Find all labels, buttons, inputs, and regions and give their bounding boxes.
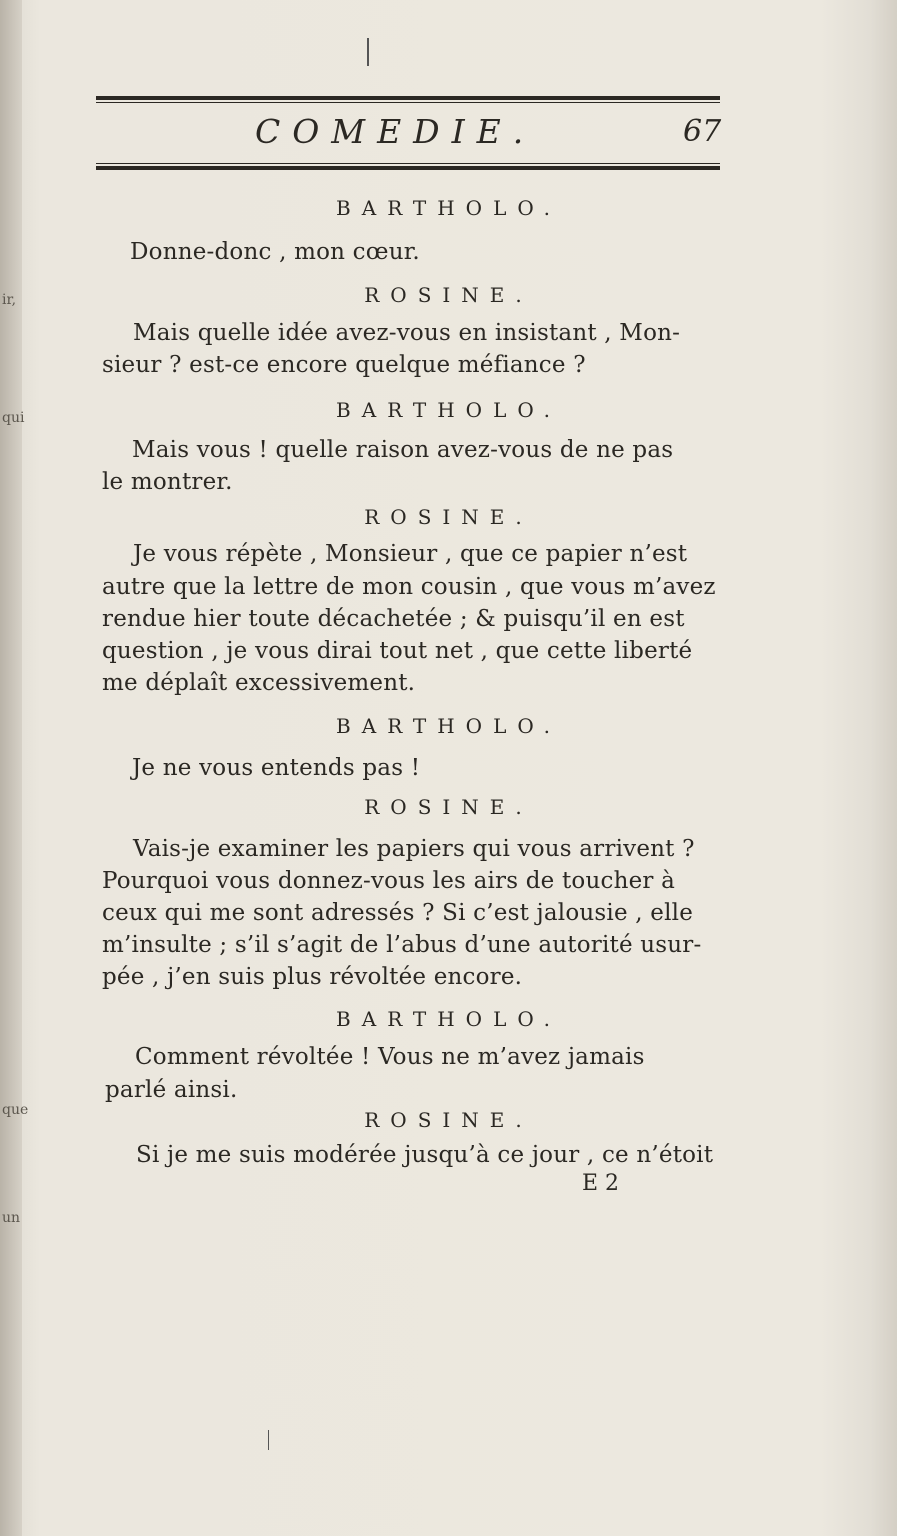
dialogue-line: sieur ? est-ce encore quelque méfiance ?: [102, 352, 586, 378]
dialogue-line: pée , j’en suis plus révoltée encore.: [102, 964, 523, 990]
speaker-name: ROSINE.: [364, 505, 533, 529]
speaker-name: BARTHOLO.: [336, 196, 561, 220]
running-title: COMEDIE.: [255, 112, 536, 151]
dialogue-line: Je vous répète , Monsieur , que ce papier n’est: [133, 541, 688, 567]
dialogue-line: rendue hier toute décachetée ; & puisqu’il en est: [102, 606, 685, 632]
adjacent-page-gutter: [0, 0, 29, 1536]
gutter-fragment: ir,: [2, 292, 17, 308]
dialogue-line: autre que la lettre de mon cousin , que vous m’avez: [102, 574, 716, 600]
dialogue-line: question , je vous dirai tout net , que cette liberté: [102, 638, 693, 664]
dialogue-line: Pourquoi vous donnez-vous les airs de toucher à: [102, 868, 676, 894]
speaker-name: ROSINE.: [364, 283, 533, 307]
signature-mark: E 2: [582, 1171, 620, 1196]
header-rule-top-thin: [96, 102, 720, 103]
dialogue-line: parlé ainsi.: [105, 1077, 238, 1103]
dialogue-line: Vais-je examiner les papiers qui vous arrivent ?: [133, 836, 695, 862]
dialogue-line: Donne-donc , mon cœur.: [130, 239, 420, 265]
dialogue-line: m’insulte ; s’il s’agit de l’abus d’une autorité usur-: [102, 932, 702, 958]
dialogue-line: me déplaît excessivement.: [102, 670, 416, 696]
speaker-name: BARTHOLO.: [336, 398, 561, 422]
gutter-fragment: qui: [2, 410, 25, 426]
speaker-name: ROSINE.: [364, 795, 533, 819]
header-rule-top: [96, 96, 720, 100]
header-rule-bottom: [96, 166, 720, 170]
speaker-name: BARTHOLO.: [336, 714, 561, 738]
speaker-name: BARTHOLO.: [336, 1007, 561, 1031]
gutter-fragment: que: [2, 1102, 29, 1118]
speaker-name: ROSINE.: [364, 1108, 533, 1132]
dialogue-line: Je ne vous entends pas !: [132, 755, 421, 781]
printer-mark: [367, 38, 369, 66]
dialogue-line: Mais quelle idée avez-vous en insistant , Mon-: [133, 320, 681, 346]
dialogue-line: Mais vous ! quelle raison avez-vous de ne pas: [132, 437, 674, 463]
printer-mark: [268, 1430, 269, 1450]
page-number: 67: [683, 114, 722, 149]
gutter-fragment: un: [2, 1210, 21, 1226]
dialogue-line: ceux qui me sont adressés ? Si c’est jalousie , elle: [102, 900, 694, 926]
dialogue-line: Comment révoltée ! Vous ne m’avez jamais: [135, 1044, 645, 1070]
dialogue-line: le montrer.: [102, 469, 233, 495]
dialogue-line: Si je me suis modérée jusqu’à ce jour , ce n’étoit: [136, 1142, 714, 1168]
header-rule-bottom-thin: [96, 163, 720, 164]
